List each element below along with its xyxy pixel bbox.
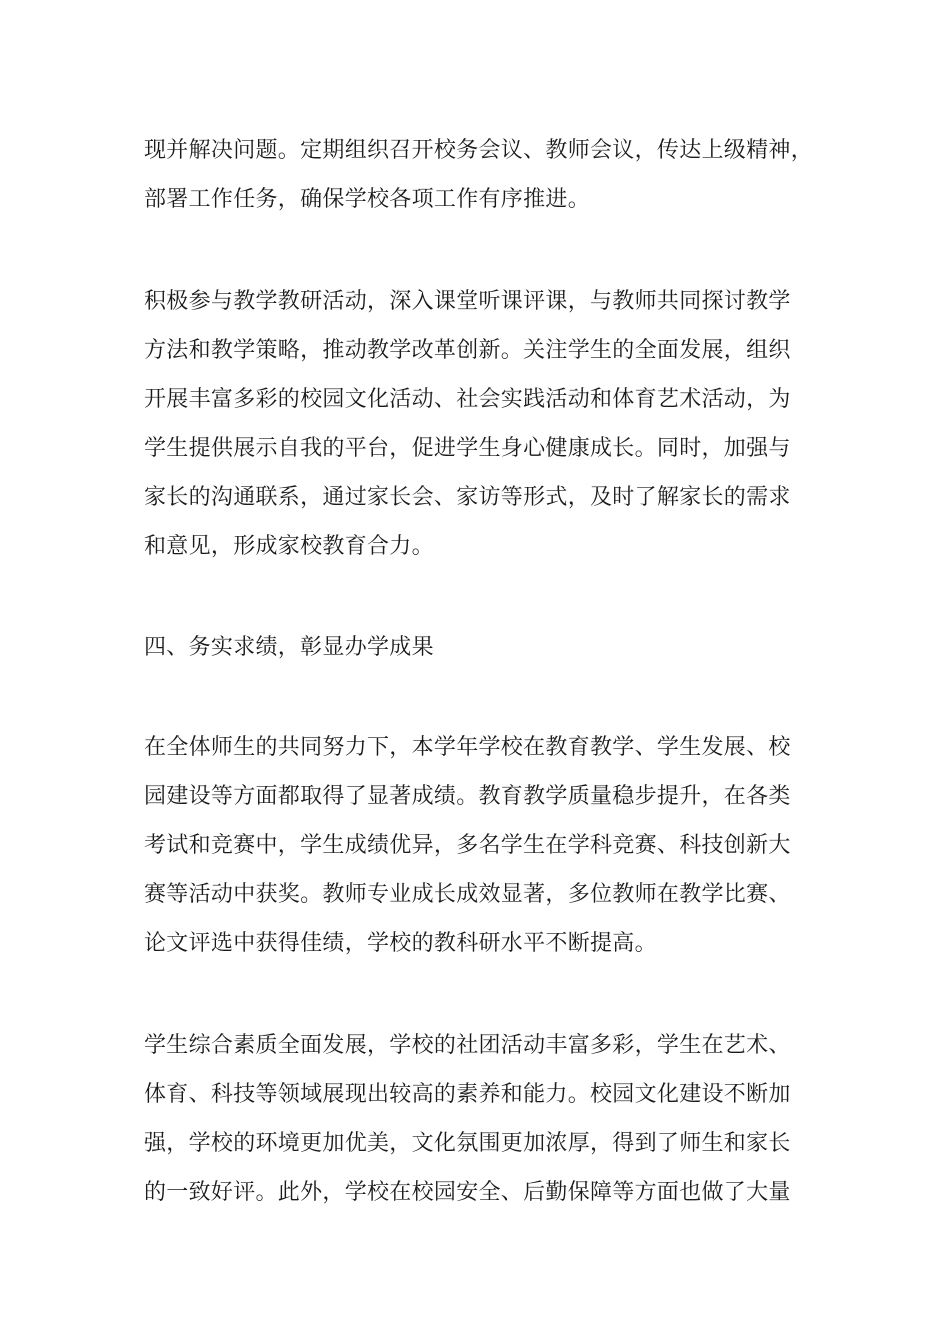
paragraph-line: 家长的沟通联系，通过家长会、家访等形式，及时了解家长的需求 <box>144 485 791 510</box>
paragraph-line: 的一致好评。此外，学校在校园安全、后勤保障等方面也做了大量 <box>144 1180 791 1205</box>
paragraph-line: 方法和教学策略，推动教学改革创新。关注学生的全面发展，组织 <box>144 338 791 363</box>
paragraph-line: 体育、科技等领域展现出较高的素养和能力。校园文化建设不断加 <box>144 1082 791 1107</box>
paragraph-line: 论文评选中获得佳绩，学校的教科研水平不断提高。 <box>144 931 657 956</box>
paragraph-line: 和意见，形成家校教育合力。 <box>144 534 434 559</box>
paragraph-line: 学生提供展示自我的平台，促进学生身心健康成长。同时，加强与 <box>144 436 791 461</box>
paragraph-line: 开展丰富多彩的校园文化活动、社会实践活动和体育艺术活动，为 <box>144 387 791 412</box>
paragraph-line: 在全体师生的共同努力下，本学年学校在教育教学、学生发展、校 <box>144 735 791 760</box>
paragraph-line: 部署工作任务，确保学校各项工作有序推进。 <box>144 187 591 212</box>
paragraph-line: 学生综合素质全面发展，学校的社团活动丰富多彩，学生在艺术、 <box>144 1033 791 1058</box>
paragraph-line: 赛等活动中获奖。教师专业成长成效显著，多位教师在教学比赛、 <box>144 882 791 907</box>
paragraph-line: 考试和竞赛中，学生成绩优异，多名学生在学科竞赛、科技创新大 <box>144 833 791 858</box>
paragraph-line: 积极参与教学教研活动，深入课堂听课评课，与教师共同探讨教学 <box>144 289 791 314</box>
paragraph-line: 园建设等方面都取得了显著成绩。教育教学质量稳步提升，在各类 <box>144 784 791 809</box>
paragraph-line: 现并解决问题。定期组织召开校务会议、教师会议，传达上级精神， <box>144 138 814 163</box>
paragraph-line: 强，学校的环境更加优美，文化氛围更加浓厚，得到了师生和家长 <box>144 1131 791 1156</box>
section-heading: 四、务实求绩，彰显办学成果 <box>144 635 434 660</box>
